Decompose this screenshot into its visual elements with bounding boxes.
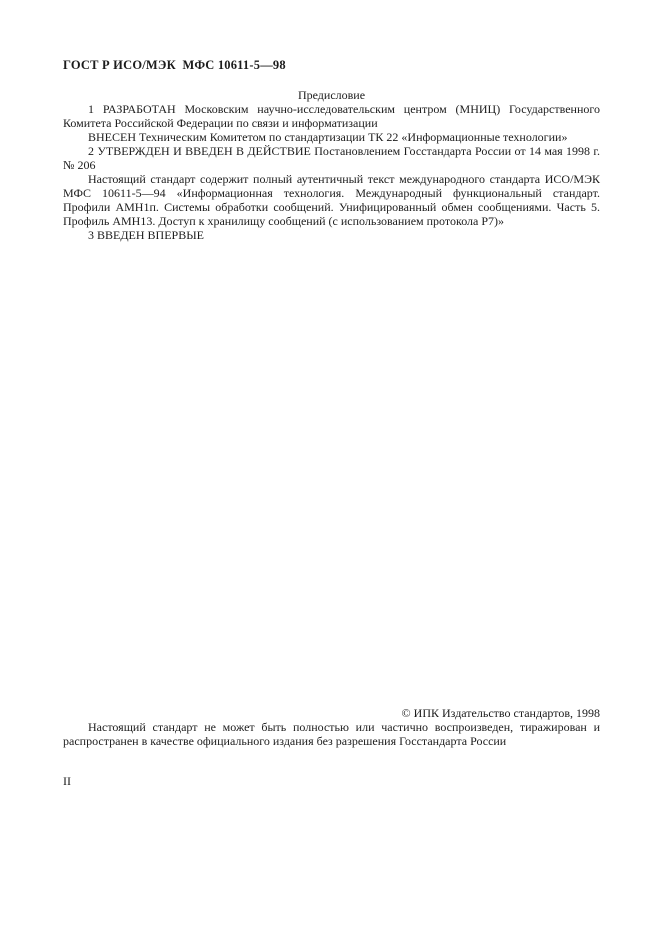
paragraph-developed-by: 1 РАЗРАБОТАН Московским научно-исследовательским центром (МНИЦ) Государственного Комитета Российской Федерации по связи и информатизации [63,102,600,130]
paragraph-submitted-by: ВНЕСЕН Техническим Комитетом по стандартизации ТК 22 «Информационные технологии» [88,130,568,144]
paragraph-approved: 2 УТВЕРЖДЕН И ВВЕДЕН В ДЕЙСТВИЕ Постановлением Госстандарта России от 14 мая 1998 г. № 206 [63,144,600,172]
document-standard-code: ГОСТ Р ИСО/МЭК МФС 10611-5—98 [63,58,286,72]
reproduction-restriction-note: Настоящий стандарт не может быть полностью или частично воспроизведен, тиражирован и распространен в качестве официального издания без разрешения Госстандарта России [63,720,600,748]
paragraph-standard-content: Настоящий стандарт содержит полный аутентичный текст международного стандарта ИСО/МЭК МФС 10611-5—94 «Информационная технология. Международный функциональный стандарт. Профили АМН1п. Системы обработки сообщений. Унифицированный обмен сообщениями. Часть 5. Профиль АМН13. Доступ к хранилищу сообщений (с использованием протокола Р7)» [63,172,600,228]
paragraph-first-introduced: 3 ВВЕДЕН ВПЕРВЫЕ [88,228,204,242]
page-number: II [63,774,71,788]
vertical-spacer [63,242,600,706]
preface-title: Предисловие [297,88,366,102]
copyright-line: © ИПК Издательство стандартов, 1998 [401,706,600,720]
